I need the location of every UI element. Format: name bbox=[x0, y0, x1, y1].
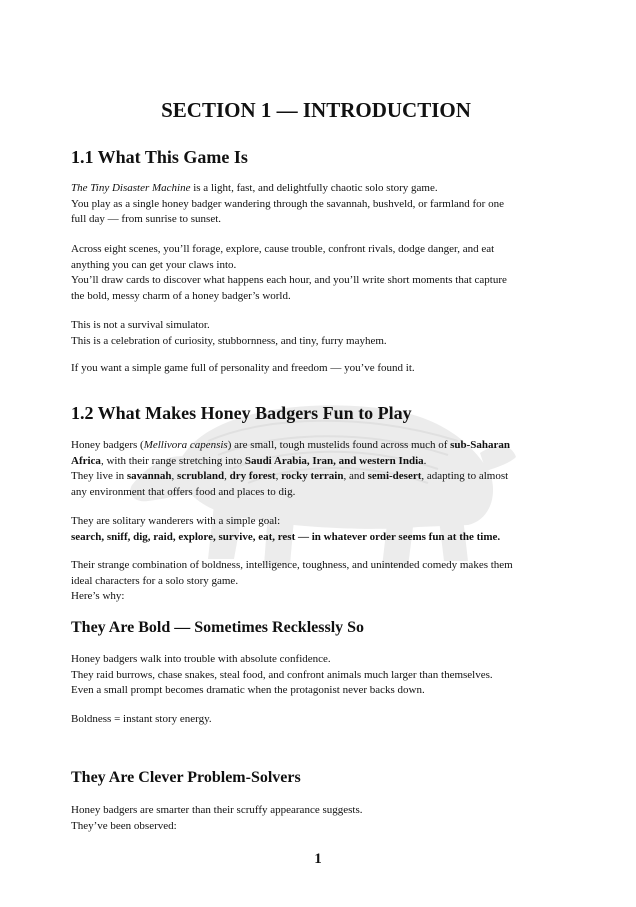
paragraph-game-intro: The Tiny Disaster Machine is a light, fast, and delightfully chaotic solo story game. You play as a single honey badger wandering through the savannah, bushveld, or farmland for one full day — from sunrise to sunset. bbox=[71, 182, 504, 225]
game-title: The Tiny Disaster Machine bbox=[71, 182, 191, 194]
heading-bold: They Are Bold — Sometimes Recklessly So bbox=[71, 619, 365, 636]
paragraph-range: Honey badgers (Mellivora capensis) are small, tough mustelids found across much of sub-Saharan Africa, with their range stretching into Saudi Arabia, Iran, and western India. They live in savannah, scrubland, dry forest, rocky terrain, and semi-desert, adapting to almost any environment that offers food and places to dig. bbox=[71, 439, 511, 498]
heading-what-this-game-is: 1.1 What This Game Is bbox=[71, 147, 248, 167]
paragraph-clever: Honey badgers are smarter than their scruffy appearance suggests. They’ve been observed: bbox=[71, 804, 363, 832]
section-title: SECTION 1 — INTRODUCTION bbox=[161, 98, 471, 122]
heading-clever: They Are Clever Problem-Solvers bbox=[71, 769, 301, 786]
paragraph-found-it: If you want a simple game full of personality and freedom — you’ve found it. bbox=[71, 362, 415, 374]
paragraph-scenes: Across eight scenes, you’ll forage, explore, cause trouble, confront rivals, dodge danger, and eat anything you can get your claws into. You’ll draw cards to discover what happens each hour, and you’ll write short moments that capture the bold, messy charm of a honey badger’s world. bbox=[71, 243, 507, 302]
heading-why-fun: 1.2 What Makes Honey Badgers Fun to Play bbox=[71, 403, 412, 423]
paragraph-bold: Honey badgers walk into trouble with absolute confidence. They raid burrows, chase snakes, steal food, and confront animals much larger than themselves. Even a small prompt becomes dramatic when the protagonist never backs down. bbox=[71, 653, 493, 696]
paragraph-goal: They are solitary wanderers with a simple goal: search, sniff, dig, raid, explore, survive, eat, rest — in whatever order seems fun at the time. bbox=[71, 515, 501, 543]
paragraph-combination: Their strange combination of boldness, intelligence, toughness, and unintended comedy makes them ideal characters for a solo story game. Here’s why: bbox=[71, 559, 513, 602]
page-number: 1 bbox=[314, 851, 322, 867]
paragraph-not-simulator: This is not a survival simulator. This is a celebration of curiosity, stubbornness, and tiny, furry mayhem. bbox=[71, 319, 387, 347]
paragraph-boldness: Boldness = instant story energy. bbox=[71, 713, 212, 725]
